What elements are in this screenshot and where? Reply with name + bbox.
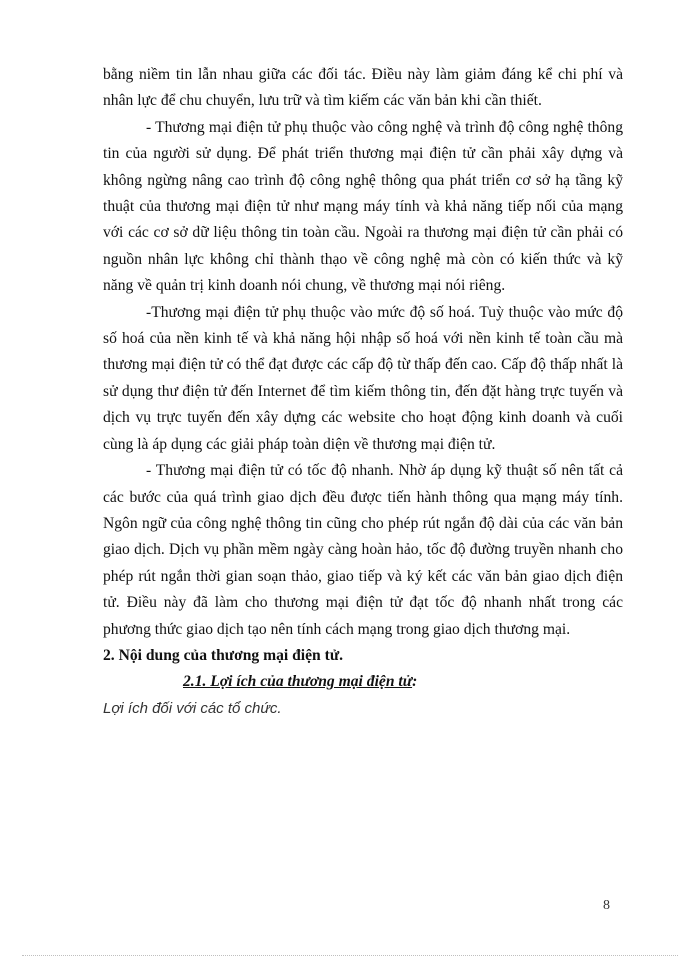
- italic-subheading: Lợi ích đối với các tổ chức.: [103, 699, 282, 717]
- page-number: 8: [603, 898, 610, 913]
- paragraph-3: -Thương mại điện tử phụ thuộc vào mức độ số hoá. Tuỳ thuộc vào mức độ số hoá của nền kinh tế và khả năng hội nhập số hoá với nền kinh tế toàn cầu mà thương mại điện tử có thể đạt được các cấp độ từ thấp đến cao. Cấp độ thấp nhất là sử dụng thư điện tử đến Internet để tìm kiếm thông tin, đến đặt hàng trực tuyến và dịch vụ trực tuyến đến xây dựng các website cho hoạt động kinh doanh và cuối cùng là áp dụng các giải pháp toàn diện về thương mại điện tử.: [103, 303, 623, 453]
- paragraph-1: bằng niềm tin lẫn nhau giữa các đối tác. Điều này làm giảm đáng kể chi phí và nhân lực để chu chuyển, lưu trữ và tìm kiếm các văn bản khi cần thiết.: [103, 66, 623, 110]
- paragraph-4: - Thương mại điện tử có tốc độ nhanh. Nhờ áp dụng kỹ thuật số nên tất cả các bước của quá trình giao dịch đều được tiến hành thông qua mạng máy tính. Ngôn ngữ của công nghệ thông tin cũng cho phép rút ngắn độ dài của các văn bản giao dịch. Dịch vụ phần mềm ngày càng hoàn hảo, tốc độ đường truyền nhanh cho phép rút ngắn thời gian soạn thảo, giao tiếp và ký kết các văn bản giao dịch điện tử. Điều này đã làm cho thương mại điện tử đạt tốc độ nhanh nhất trong các phương thức giao dịch tạo nên tính cách mạng trong giao dịch thương mại.: [103, 462, 623, 638]
- paragraph-2: - Thương mại điện tử phụ thuộc vào công nghệ và trình độ công nghệ thông tin của người sử dụng. Để phát triển thương mại điện tử cần phải xây dựng và không ngừng nâng cao trình độ công nghệ thông qua phát triển cơ sở hạ tầng kỹ thuật của thương mại điện tử như mạng máy tính và khả năng tiếp nối của mạng với các cơ sở dữ liệu thông tin toàn cầu. Ngoài ra thương mại điện tử cần phải có nguồn nhân lực không chỉ thành thạo về công nghệ mà còn có kiến thức và kỹ năng về quản trị kinh doanh nói chung, về thương mại nói riêng.: [103, 118, 623, 295]
- section-heading: 2. Nội dung của thương mại điện tử.: [103, 646, 344, 664]
- subsection-heading: [103, 669, 623, 695]
- subsection-heading-colon: :: [412, 673, 418, 691]
- body-text: [103, 62, 623, 722]
- page-bottom-divider: [22, 955, 678, 956]
- subsection-heading-title: 2.1. Lợi ích của thương mại điện tử: [183, 673, 413, 691]
